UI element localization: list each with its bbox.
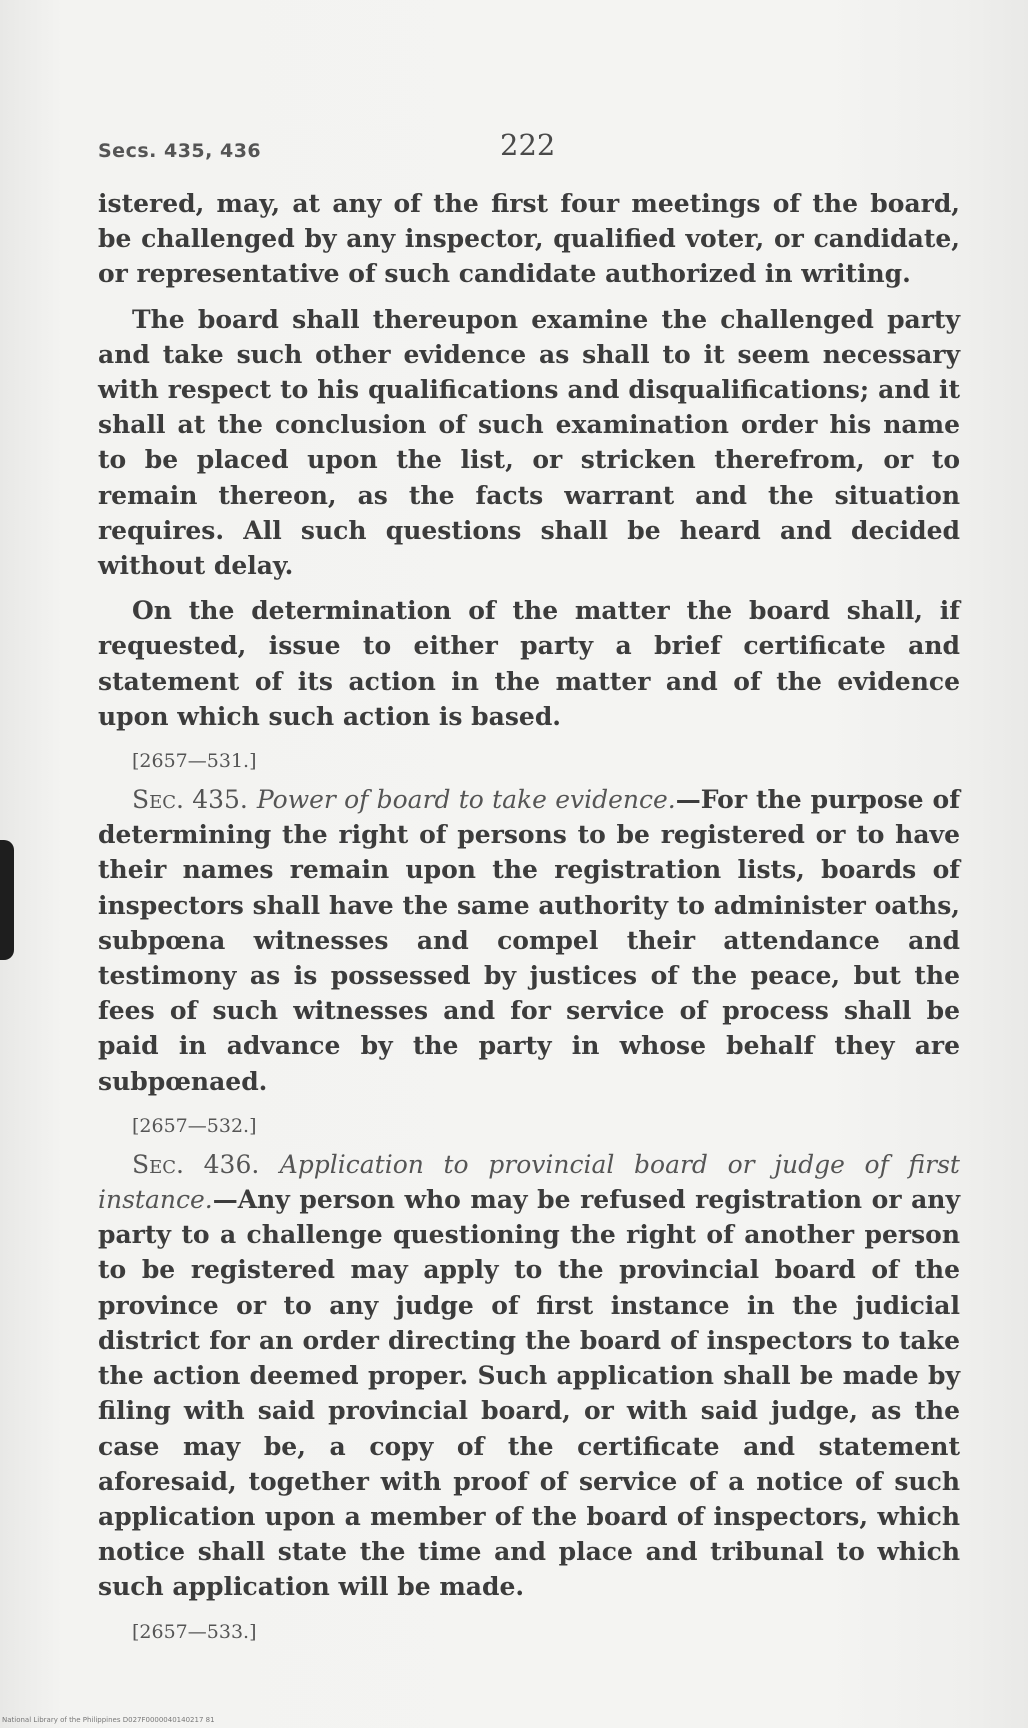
paragraph-certificate: On the determination of the matter the board shall, if requested, issue to either party a brief certificate and statement of its action in the matter and of the evidence upon which such action is based. [98,596,960,731]
page-body [98,186,960,1653]
page-header [98,128,960,168]
running-head: Secs. 435, 436 [98,140,262,162]
section-435-label: Sec. 435. [132,785,248,815]
scan-edge-mark [0,840,14,960]
section-435 [98,782,960,1099]
section-436 [98,1147,960,1605]
citation-531: [2657—531.] [132,750,257,773]
citation-532: [2657—532.] [132,1114,257,1137]
section-436-label: Sec. 436. [132,1149,260,1179]
paragraph-board-examination: The board shall thereupon examine the challenged party and take such other evidence as shall to it seem necessary with respect to his qualifications and disqualifications; and it shall at the conclusion of such examination order his name to be placed upon the list, or stricken therefrom, or to remain thereon, as the facts warrant and the situation requires. All such questions shall be heard and decided without delay. [98,304,960,581]
section-435-text: —For the purpose of determining the right of persons to be registered or to have their names remain upon the registration lists, boards of inspectors shall have the same authority to administer oaths, subpœna witnesses and compel their attendance and testimony as is possessed by justices of the peace, but the fees of such witnesses and for service of process shall be paid in advance by the party in whose behalf they are subpœnaed. [98,785,960,1096]
scan-credit: National Library of the Philippines D027F0000040140217 81 [2,1716,215,1724]
citation-533: [2657—533.] [132,1620,257,1643]
paragraph-continued: istered, may, at any of the first four meetings of the board, be challenged by any inspector, qualified voter, or candidate, or representative of such candidate authorized in writing. [98,189,960,289]
section-435-title: Power of board to take evidence. [256,785,676,815]
section-436-text: —Any person who may be refused registration or any party to a challenge questioning the right of another person to be registered may apply to the provincial board of the province or to any judge of first instance in the judicial district for an order directing the board of inspectors to take the action deemed proper. Such application shall be made by filing with said provincial board, or with said judge, as the case may be, a copy of the certificate and statement aforesaid, together with proof of service of a notice of such application upon a member of the board of inspectors, which notice shall state the time and place and tribunal to which such application will be made. [98,1185,960,1602]
section-436-title: Application to provincial board or judge of first instance. [98,1149,960,1215]
page-number: 222 [500,128,556,162]
